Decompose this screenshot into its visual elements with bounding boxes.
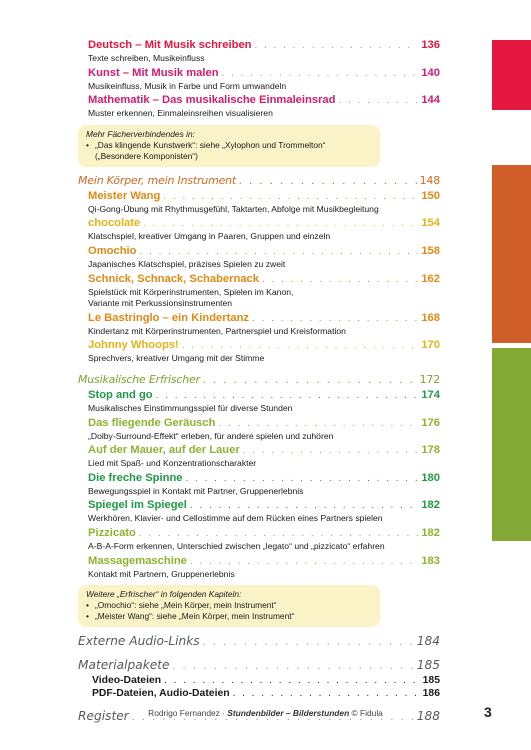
toc-entry-johnny-whoops[interactable]: Johnny Whoops! . . . 170 xyxy=(88,338,440,353)
toc-desc: Kontakt mit Partnern, Gruppenerlebnis xyxy=(88,568,235,579)
section-heading-erfrischer[interactable]: Musikalische Erfrischer . . . 172 xyxy=(78,372,440,388)
section-heading-koerper[interactable]: Mein Körper, mein Instrument . . . 148 xyxy=(78,173,440,189)
toc-entry-le-bastringlo[interactable]: Le Bastringlo – ein Kindertanz . . . 168 xyxy=(88,311,440,326)
box-item-continuation: („Besondere Komponisten“) xyxy=(95,150,198,161)
footer-author: Rodrigo Fernandez · xyxy=(148,708,225,718)
toc-desc: „Dolby-Surround-Effekt“ erleben, für andere spielen und zuhören xyxy=(88,430,334,441)
toc-desc: Muster erkennen, Einmaleinsreihen visualisieren xyxy=(88,108,273,119)
box-item: • „Meister Wang“: siehe „Mein Körper, mein Instrument“ xyxy=(86,611,372,622)
toc-entry-freche-spinne[interactable]: Die freche Spinne . . . 180 xyxy=(88,471,440,486)
toc-entry-stop-and-go[interactable]: Stop and go . . . 174 xyxy=(88,388,440,403)
box-item: • „Das klingende Kunstwerk“: siehe „Xylophon und Trommelton“ xyxy=(86,140,372,151)
box-item: • „Omochio“: siehe „Mein Körper, mein Instrument“ xyxy=(86,600,372,611)
toc-desc: Qi-Gong-Übung mit Rhythmusgefühl, Taktarten, Abfolge mit Musikbegleitung xyxy=(88,203,379,214)
chapter-tab-green xyxy=(492,348,531,541)
footer-publisher: © Fidula xyxy=(351,708,383,718)
chapter-tab-red xyxy=(492,40,531,110)
toc-desc: Klatschspiel, kreativer Umgang in Paaren, Gruppen und einzeln xyxy=(88,231,331,242)
box-heading: Weitere „Erfrischer“ in folgenden Kapiteln: xyxy=(86,589,242,600)
toc-entry-audio-links[interactable]: Externe Audio-Links . . . 184 xyxy=(78,633,440,651)
toc-entry-meister-wang[interactable]: Meister Wang . . . 150 xyxy=(88,189,440,204)
toc-desc: A-B-A-Form erkennen, Unterschied zwischen „legato“ und „pizzicato“ erfahren xyxy=(88,540,385,551)
page-footer xyxy=(0,708,531,718)
toc-entry-chocolate[interactable]: chocolate . . . 154 xyxy=(88,216,440,231)
erfrischer-reference-box xyxy=(78,585,380,627)
toc-desc: Bewegungsspiel in Kontakt mit Partner, Gruppenerlebnis xyxy=(88,485,304,496)
toc-desc: Musikeinfluss, Musik in Farbe und Form umwandeln xyxy=(88,80,287,91)
toc-entry-register[interactable]: Register . . . 188 xyxy=(78,708,440,726)
toc-entry-schnick-schnack[interactable]: Schnick, Schnack, Schabernack . . . 162 xyxy=(88,272,440,287)
toc-desc: Japanisches Klatschspiel, präzises Spielen zu zweit xyxy=(88,258,286,269)
toc-desc: Lied mit Spaß- und Konzentrationscharakter xyxy=(88,458,257,469)
toc-desc: Texte schreiben, Musikeinfluss xyxy=(88,53,205,63)
toc-entry-materialpakete[interactable]: Materialpakete . . . 185 xyxy=(78,657,440,675)
toc-desc: Sprechvers, kreativer Umgang mit der Stimme xyxy=(88,353,265,364)
toc-entry-kunst[interactable]: Kunst – Mit Musik malen . . . 140 xyxy=(88,66,440,81)
toc-entry-spiegel-im-spiegel[interactable]: Spiegel im Spiegel . . . 182 xyxy=(88,498,440,513)
chapter-tab-orange xyxy=(492,165,531,343)
toc-desc: Kindertanz mit Körperinstrumenten, Partnerspiel und Kreisformation xyxy=(88,325,346,336)
toc-desc: Musikalisches Einstimmungsspiel für diverse Stunden xyxy=(88,402,293,413)
toc-entry-deutsch[interactable]: Deutsch – Mit Musik schreiben . . . 136 xyxy=(88,38,440,53)
toc-entry-fliegende-geraeusch[interactable]: Das fliegende Geräusch . . . 176 xyxy=(88,416,440,431)
table-of-contents xyxy=(78,38,440,726)
toc-entry-pdf-dateien[interactable]: PDF-Dateien, Audio-Dateien . . . 186 xyxy=(92,688,440,700)
page-number: 3 xyxy=(484,704,492,720)
toc-entry-auf-der-mauer[interactable]: Auf der Mauer, auf der Lauer . . . 178 xyxy=(88,443,440,458)
toc-desc: Werkhören, Klavier- und Cellostimme auf dem Rücken eines Partners spielen xyxy=(88,513,383,524)
toc-entry-mathematik[interactable]: Mathematik – Das musikalische Einmaleinsrad . . . 144 xyxy=(88,93,440,108)
box-heading: Mehr Fächerverbindendes in: xyxy=(86,128,195,139)
toc-entry-pizzicato[interactable]: Pizzicato . . . 182 xyxy=(88,526,440,541)
toc-desc: Spielstück mit Körperinstrumenten, Spielen im Kanon, Variante mit Perkussionsinstrumenten xyxy=(88,286,294,309)
toc-entry-video-dateien[interactable]: Video-Dateien . . . 185 xyxy=(92,675,440,687)
footer-book-title: Stundenbilder – Bilderstunden xyxy=(227,708,350,718)
cross-reference-box xyxy=(78,125,380,167)
toc-entry-massagemaschine[interactable]: Massagemaschine . . . 183 xyxy=(88,554,440,569)
toc-entry-omochio[interactable]: Omochio . . . 158 xyxy=(88,244,440,259)
